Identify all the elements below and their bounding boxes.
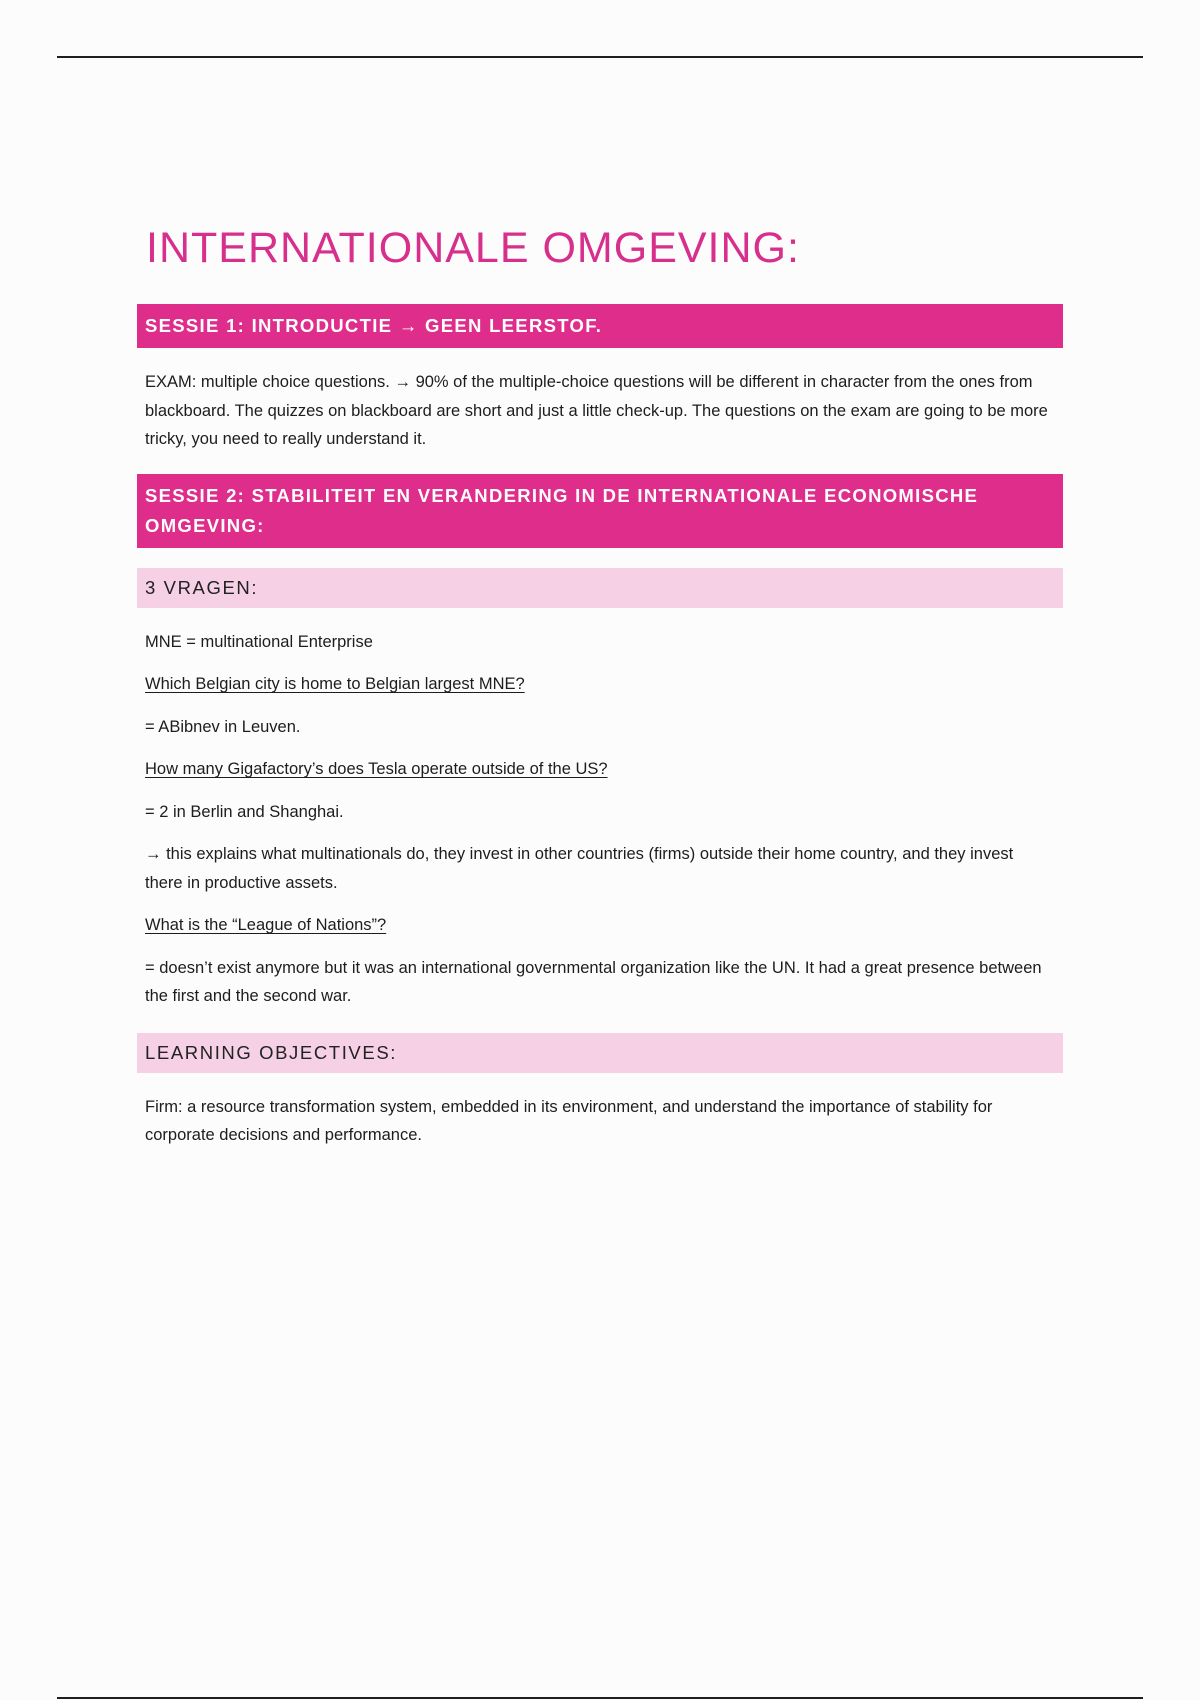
question-2: How many Gigafactory’s does Tesla operate outside of the US? <box>145 760 608 778</box>
document-body <box>137 222 1063 1150</box>
subheading-3-vragen: 3 VRAGEN: <box>137 568 1063 608</box>
arrow-icon: → <box>394 373 411 391</box>
answer-1: = ABibnev in Leuven. <box>145 717 301 736</box>
arrow-icon: → <box>145 845 162 863</box>
document-title: INTERNATIONALE OMGEVING: <box>146 224 800 272</box>
question-3: What is the “League of Nations”? <box>145 916 387 934</box>
answer-3: = doesn’t exist anymore but it was an international governmental organization like the UN. It had a great presence between the first and the second war. <box>145 958 1042 1005</box>
sessie-1-heading-text: SESSIE 1: INTRODUCTIE <box>145 315 393 336</box>
exam-paragraph: EXAM: multiple choice questions. → 90% of the multiple-choice questions will be different in character from the ones from blackboard. The quizzes on blackboard are short and just a little check-up. The questions on the exam are going to be more tricky, you need to really understand it. <box>145 373 1048 448</box>
sessie-1-heading-note: GEEN LEERSTOF. <box>425 315 603 336</box>
header-rule <box>57 56 1143 58</box>
question-1: Which Belgian city is home to Belgian largest MNE? <box>145 675 525 693</box>
multinationals-note: → this explains what multinationals do, they invest in other countries (firms) outside their home country, and they invest there in productive assets. <box>145 845 1014 892</box>
section-heading-sessie-2: SESSIE 2: STABILITEIT EN VERANDERING IN DE INTERNATIONALE ECONOMISCHE OMGEVING: <box>137 474 1063 548</box>
mne-definition: MNE = multinational Enterprise <box>145 632 373 651</box>
subheading-learning-objectives: LEARNING OBJECTIVES: <box>137 1033 1063 1073</box>
arrow-icon: → <box>398 315 419 336</box>
section-heading-sessie-1 <box>137 304 1063 348</box>
learning-objectives-text: Firm: a resource transformation system, embedded in its environment, and understand the importance of stability for corporate decisions and performance. <box>145 1097 993 1144</box>
footer-rule <box>57 1697 1143 1699</box>
answer-2: = 2 in Berlin and Shanghai. <box>145 802 344 821</box>
